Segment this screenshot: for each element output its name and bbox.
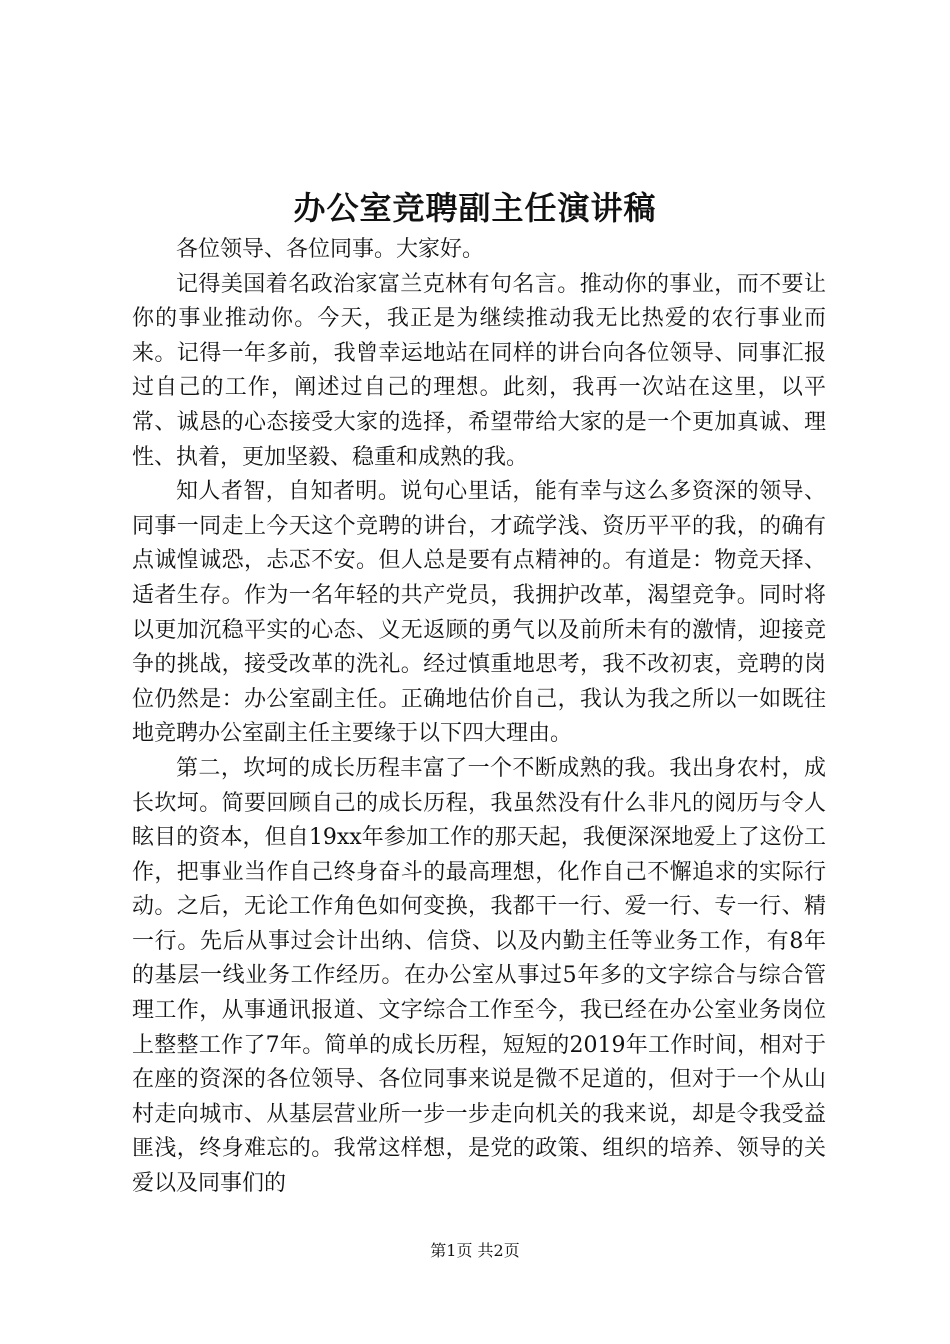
page-number-footer: 第1页 共2页: [430, 1241, 520, 1260]
document-body: [132, 233, 826, 1202]
paragraph-greeting: 各位领导、各位同事。大家好。: [176, 237, 485, 262]
document-title: 办公室竞聘副主任演讲稿: [293, 189, 657, 227]
paragraph-intro: 记得美国着名政治家富兰克林有句名言。推动你的事业，而不要让你的事业推动你。今天，我正是为继续推动我无比热爱的农行事业而来。记得一年多前，我曾幸运地站在同样的讲台向各位领导、同事汇报过自己的工作，阐述过自己的理想。此刻，我再一次站在这里，以平常、诚恳的心态接受大家的选择，希望带给大家的是一个更加真诚、理性、执着，更加坚毅、稳重和成熟的我。: [132, 271, 826, 470]
paragraph-second-reason: 第二，坎坷的成长历程丰富了一个不断成熟的我。我出身农村，成长坎坷。简要回顾自己的成长历程，我虽然没有什么非凡的阅历与令人眩目的资本，但自19xx年参加工作的那天起，我便深深地爱上了这份工作，把事业当作自己终身奋斗的最高理想，化作自己不懈追求的实际行动。之后，无论工作角色如何变换，我都干一行、爱一行、专一行、精一行。先后从事过会计出纳、信贷、以及内勤主任等业务工作，有8年的基层一线业务工作经历。在办公室从事过5年多的文字综合与综合管理工作，从事通讯报道、文字综合工作至今，我已经在办公室业务岗位上整整工作了7年。简单的成长历程，短短的2019年工作时间，相对于在座的资深的各位领导、各位同事来说是微不足道的，但对于一个从山村走向城市、从基层营业所一步一步走向机关的我来说，却是令我受益匪浅，终身难忘的。我常这样想，是党的政策、组织的培养、领导的关爱以及同事们的: [132, 755, 826, 1197]
paragraph-self-knowledge: 知人者智，自知者明。说句心里话，能有幸与这么多资深的领导、同事一同走上今天这个竞聘的讲台，才疏学浅、资历平平的我，的确有点诚惶诚恐，忐忑不安。但人总是要有点精神的。有道是：物竞天择、适者生存。作为一名年轻的共产党员，我拥护改革，渴望竞争。同时将以更加沉稳平实的心态、义无返顾的勇气以及前所未有的激情，迎接竞争的挑战，接受改革的洗礼。经过慎重地思考，我不改初衷，竞聘的岗位仍然是：办公室副主任。正确地估价自己，我认为我之所以一如既往地竞聘办公室副主任主要缘于以下四大理由。: [132, 479, 826, 747]
